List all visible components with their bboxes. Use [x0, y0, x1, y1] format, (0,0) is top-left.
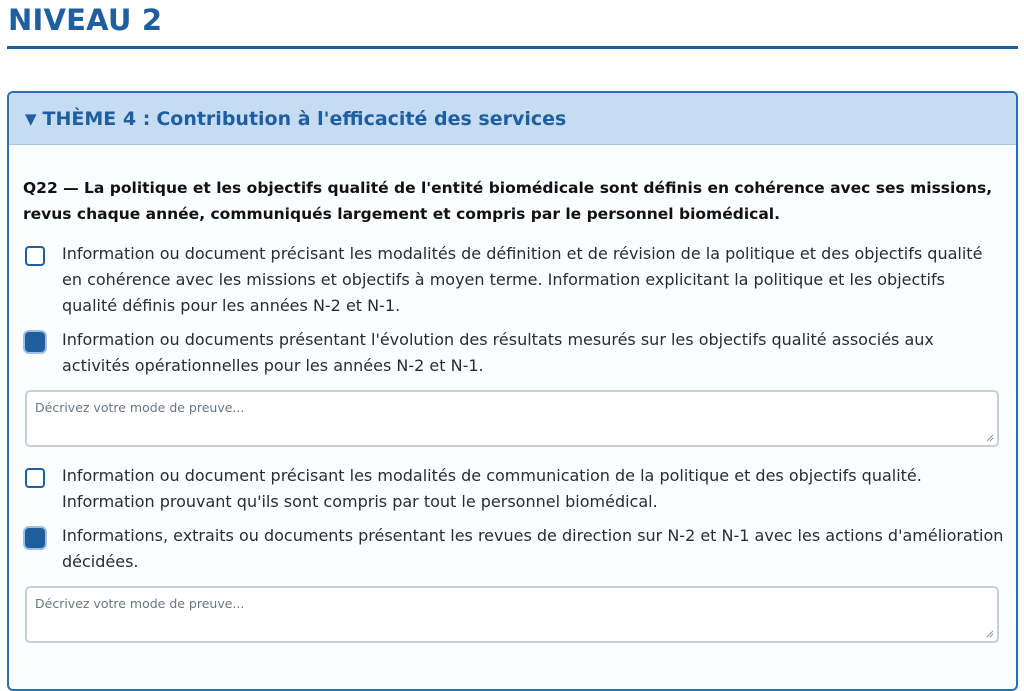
- criterion-label: Information ou document précisant les modalités de communication de la politique et des objectifs qualité. Information prouvant qu'ils sont compris par tout le personnel biomédical.: [62, 466, 922, 511]
- theme-header-toggle[interactable]: [9, 93, 1016, 145]
- proof-placeholder: Décrivez votre mode de preuve...: [35, 400, 245, 415]
- criterion-item: [25, 241, 1005, 319]
- criterion-label: Informations, extraits ou documents présentant les revues de direction sur N-2 et N-1 avec les actions d'amélioration décidées.: [62, 526, 1004, 571]
- criterion-checkbox[interactable]: [25, 332, 45, 352]
- proof-textarea[interactable]: [25, 586, 999, 643]
- theme-title: Contribution à l'efficacité des services: [156, 107, 567, 130]
- criterion-checkbox[interactable]: [25, 468, 45, 488]
- resize-handle-icon[interactable]: [986, 434, 994, 442]
- theme-card: [7, 91, 1018, 691]
- criterion-checkbox[interactable]: [25, 528, 45, 548]
- resize-handle-icon[interactable]: [986, 630, 994, 638]
- collapse-triangle-icon: ▼: [25, 109, 37, 128]
- criterion-item: [25, 463, 1005, 515]
- page-title: NIVEAU 2: [8, 3, 163, 37]
- proof-textarea[interactable]: [25, 390, 999, 447]
- theme-number: THÈME 4 :: [42, 107, 151, 130]
- question-text: Q22 — La politique et les objectifs qualité de l'entité biomédicale sont définis en cohérence avec ses missions, revus chaque année, communiqués largement et compris par le personnel biomédical.: [23, 179, 993, 223]
- criterion-label: Information ou document précisant les modalités de définition et de révision de la politique et des objectifs qualité en cohérence avec les missions et objectifs à moyen terme. Information explicitant la politique et les objectifs qualité définis pour les années N-2 et N-1.: [62, 244, 983, 315]
- criterion-item: [25, 523, 1005, 575]
- title-divider: [7, 46, 1018, 49]
- criterion-item: [25, 327, 1005, 379]
- criterion-checkbox[interactable]: [25, 246, 45, 266]
- criterion-label: Information ou documents présentant l'évolution des résultats mesurés sur les objectifs qualité associés aux activités opérationnelles pour les années N-2 et N-1.: [62, 330, 934, 375]
- proof-placeholder: Décrivez votre mode de preuve...: [35, 596, 245, 611]
